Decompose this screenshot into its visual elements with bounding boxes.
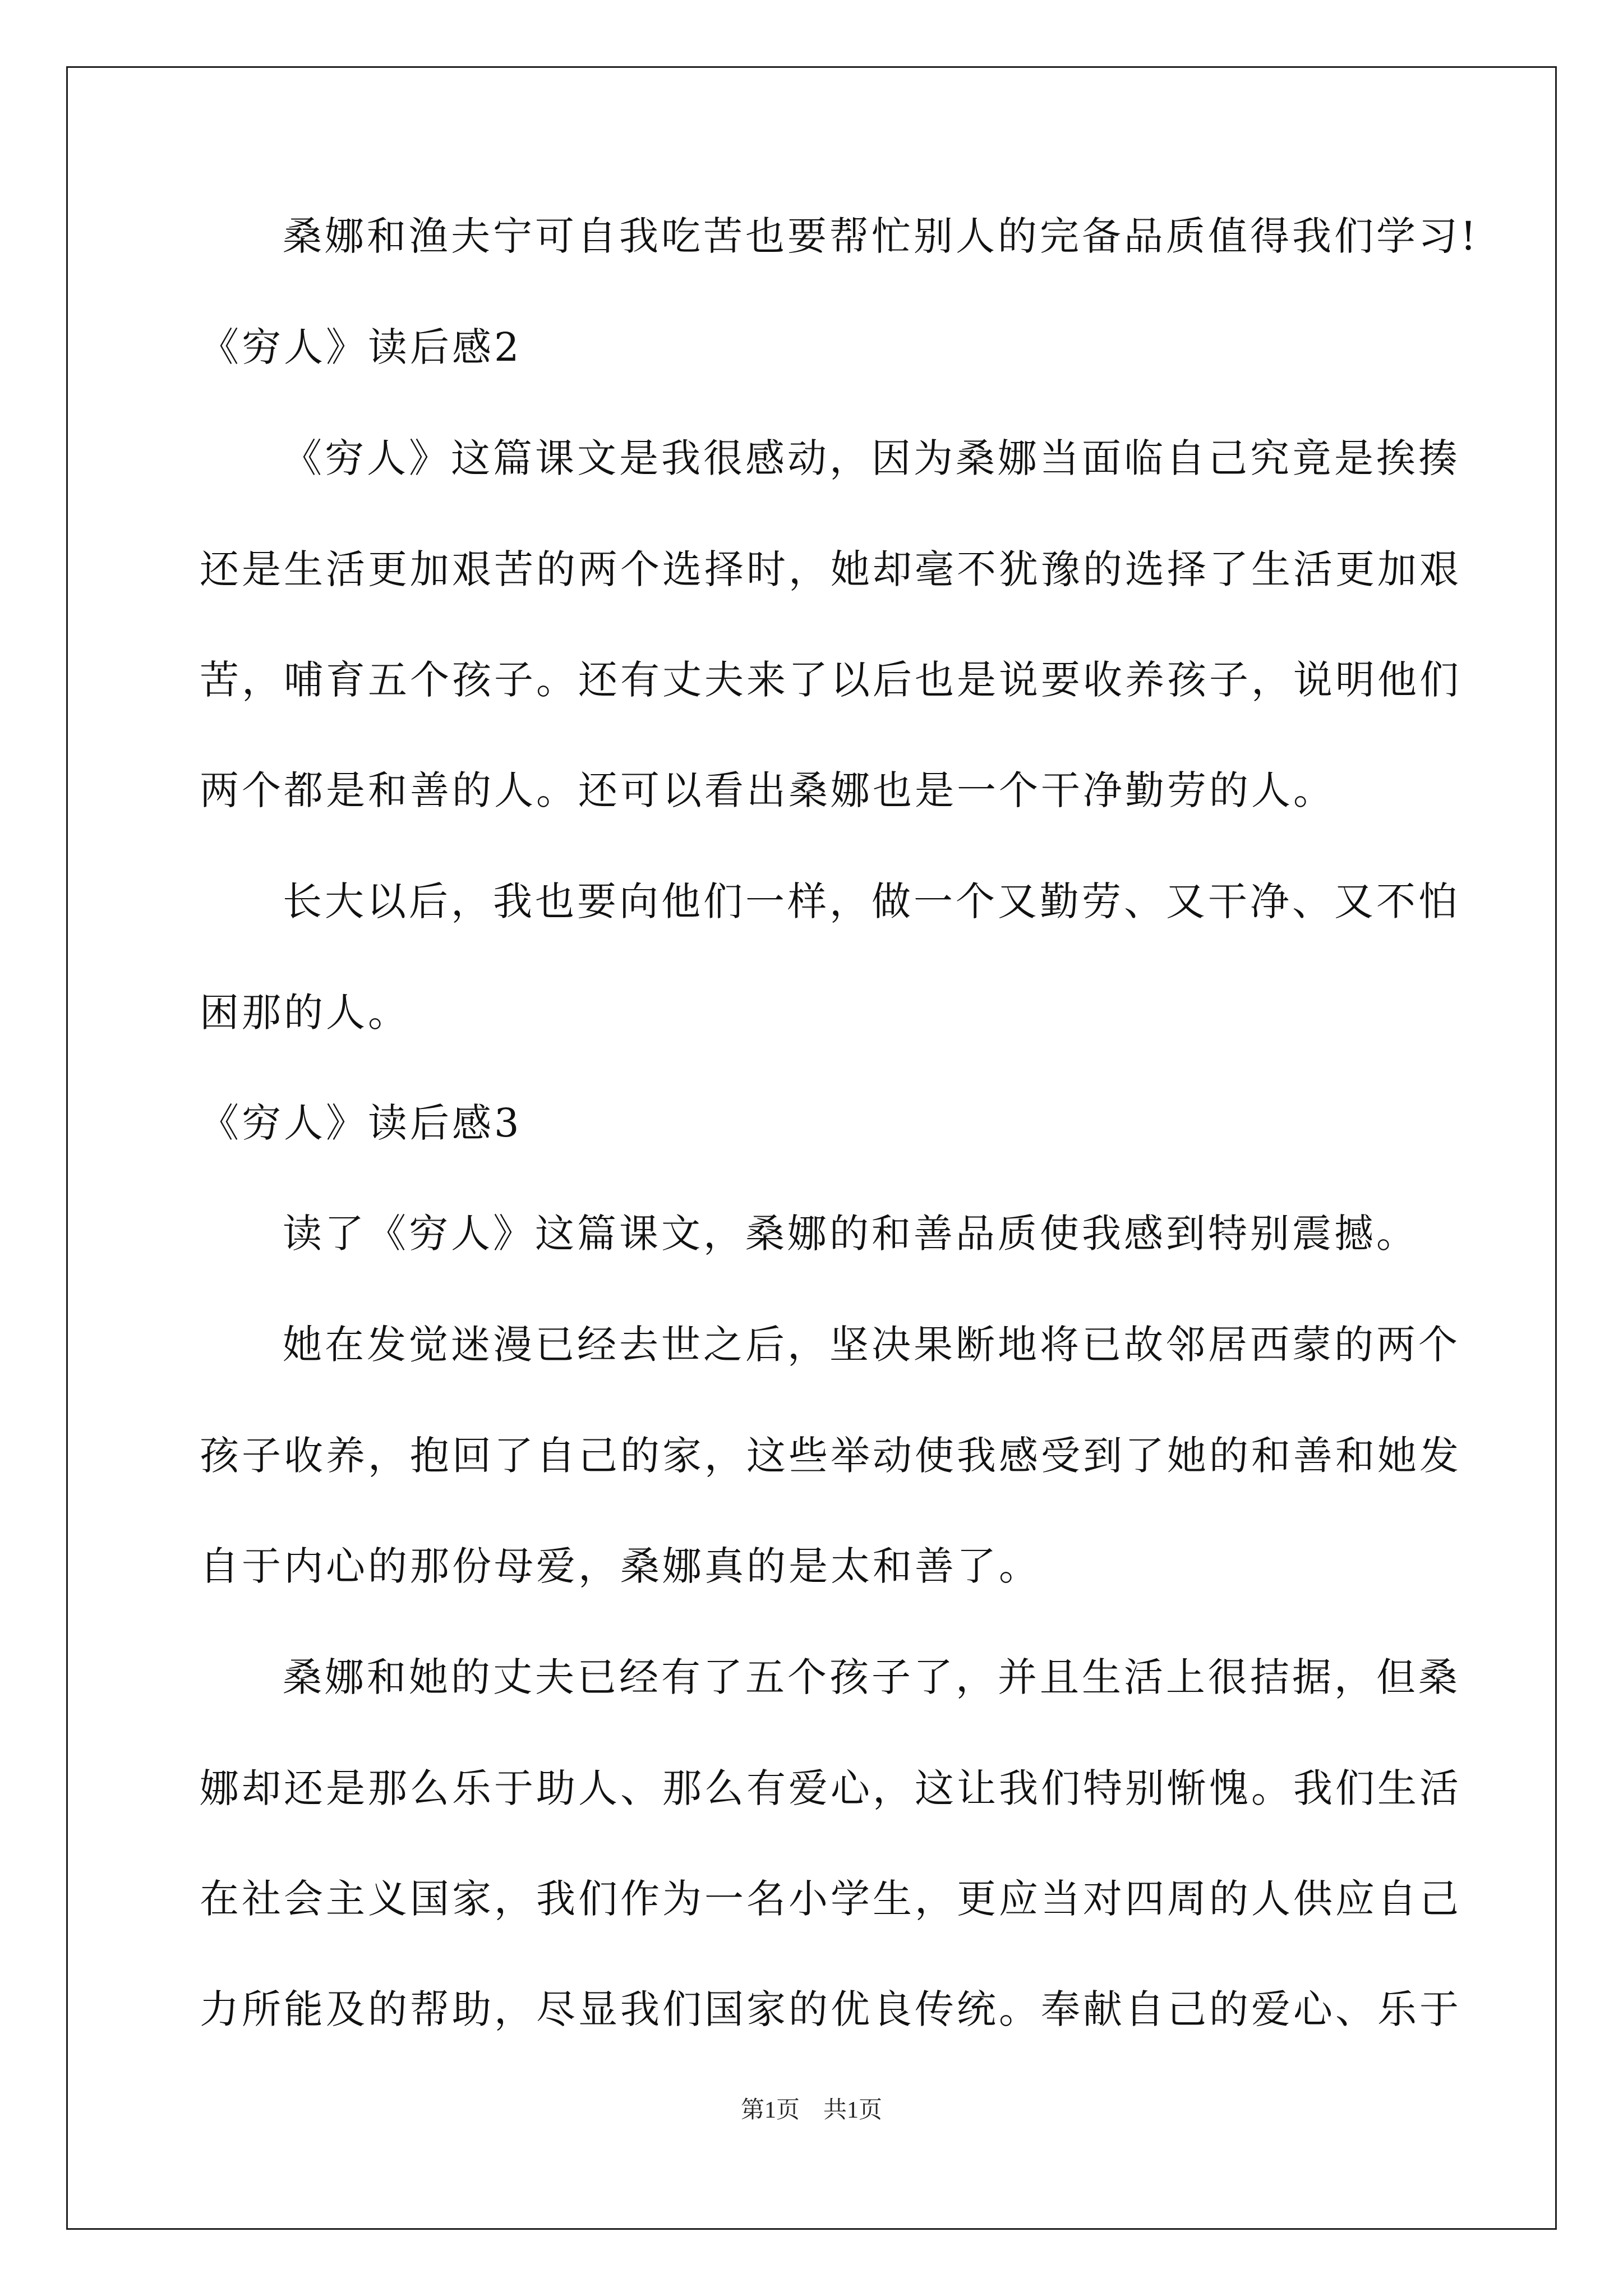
section-heading: 《穷人》读后感3: [200, 1100, 522, 1146]
paragraph-line: 读了《穷人》这篇课文，桑娜的和善品质使我感到特别震撼。: [283, 1211, 1418, 1257]
paragraph-line: 在社会主义国家，我们作为一名小学生，更应当对四周的人供应自己: [200, 1876, 1461, 1922]
section-heading: 《穷人》读后感2: [200, 324, 522, 370]
paragraph-line: 还是生活更加艰苦的两个选择时，她却毫不犹豫的选择了生活更加艰: [200, 546, 1461, 592]
paragraph-line: 孩子收养，抱回了自己的家，这些举动使我感受到了她的和善和她发: [200, 1433, 1461, 1479]
paragraph-line: 桑娜和她的丈夫已经有了五个孩子了，并且生活上很拮据，但桑: [283, 1654, 1460, 1700]
paragraph-line: 她在发觉迷漫已经去世之后，坚决果断地将已故邻居西蒙的两个: [283, 1322, 1460, 1368]
paragraph-line: 长大以后，我也要向他们一样，做一个又勤劳、又干净、又不怕: [283, 878, 1460, 924]
paragraph-line: 娜却还是那么乐于助人、那么有爱心，这让我们特别惭愧。我们生活: [200, 1765, 1461, 1811]
paragraph-line: 桑娜和渔夫宁可自我吃苦也要帮忙别人的完备品质值得我们学习!: [283, 213, 1479, 259]
paragraph-line: 自于内心的那份母爱，桑娜真的是太和善了。: [200, 1543, 1041, 1589]
paragraph-line: 苦，哺育五个孩子。还有丈夫来了以后也是说要收养孩子，说明他们: [200, 657, 1461, 703]
paragraph-line: 困那的人。: [200, 990, 410, 1036]
page-number-footer: 第1页 共1页: [740, 2097, 882, 2123]
paragraph-line: 两个都是和善的人。还可以看出桑娜也是一个干净勤劳的人。: [200, 767, 1335, 813]
paragraph-line: 《穷人》这篇课文是我很感动，因为桑娜当面临自己究竟是挨揍: [283, 435, 1460, 481]
paragraph-line: 力所能及的帮助，尽显我们国家的优良传统。奉献自己的爱心、乐于: [200, 1986, 1461, 2032]
